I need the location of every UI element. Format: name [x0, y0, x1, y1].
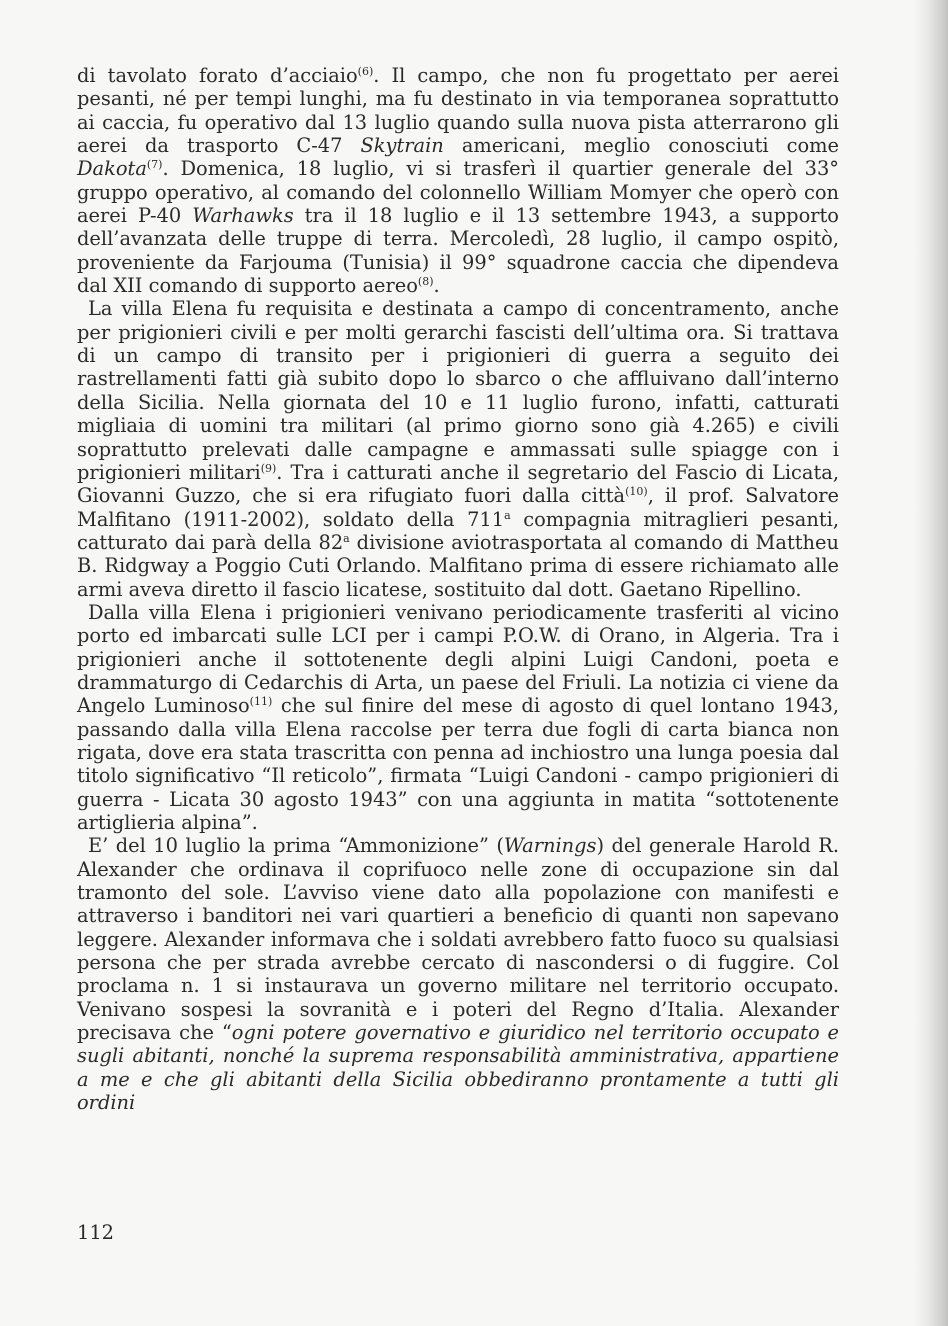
page-edge-shadow	[914, 0, 948, 1326]
footnote-ref: (11)	[249, 695, 273, 709]
text-run: compagnia mitraglieri pesanti, catturato dai parà della 82	[77, 507, 839, 554]
text-run: tra il 18 luglio e il 13 settembre 1943, a supporto dell’avanzata delle truppe di terra. Mercoledì, 28 luglio, il campo ospitò, proveniente da Farjouma (Tunisia) il 99° squadrone caccia che dipendeva dal XII comando di supporto aereo	[77, 204, 839, 298]
footnote-ref: (9)	[260, 461, 277, 475]
footnote-ref: a	[343, 531, 350, 545]
italic-text: Warhawks	[192, 204, 294, 228]
paragraph	[77, 601, 839, 834]
text-run: di tavolato forato d’acciaio	[77, 64, 358, 87]
paragraph	[77, 834, 839, 1114]
footnote-ref: a	[504, 508, 511, 522]
text-run: ) del generale Harold R. Alexander che ordinava il coprifuoco nelle zone di occupazione sin dal tramonto del sole. L’avviso viene dato alla popolazione con manifesti e attraverso i banditori nei vari quartieri a beneficio di quanti non sapevano leggere. Alexander informava che i soldati avrebbero fatto fuoco su qualsiasi persona che per strada avrebbe cercato di nascondersi o di fuggire. Col proclama n. 1 si instaurava un governo militare nel territorio occupato. Venivano sospesi la sovranità e i poteri del Regno d’Italia. Alexander precisava che “	[77, 834, 839, 1045]
text-run: .	[433, 274, 440, 298]
footnote-ref: (6)	[357, 65, 374, 78]
text-run: che sul finire del mese di agosto di quel lontano 1943, passando dalla villa Elena raccolse per terra due fogli di carta bianca non rigata, dove era stata trascritta con penna ad inchiostro una lunga poesia dal titolo significativo “Il reticolo”, firmata “Luigi Candoni - campo prigionieri di guerra - Licata 30 agosto 1943” con una aggiunta in matita “sottotenente artiglieria alpina”.	[77, 694, 839, 834]
footnote-ref: (10)	[625, 485, 648, 499]
text-run: americani, meglio conosciuti come	[443, 134, 839, 158]
text-run: . Il campo, che non fu progettato per aerei pesanti, né per tempi lunghi, ma fu destinato in via temporanea soprattutto ai caccia, fu operativo dal 13 luglio quando sulla nuova pista atterrarono gli aerei da trasporto C-47	[77, 64, 839, 158]
text-run: Dalla villa Elena i prigionieri venivano periodicamente trasferiti al vicino porto ed imbarcati sulle LCI per i campi P.O.W. di Orano, in Algeria. Tra i prigionieri anche il sottotenente degli alpini Luigi Candoni, poeta e drammaturgo di Cedarchis di Arta, un paese del Friuli. La notizia ci viene da Angelo Luminoso	[77, 600, 839, 718]
footnote-ref: (7)	[146, 158, 163, 172]
body-text	[77, 64, 839, 1114]
paragraph	[77, 64, 839, 297]
italic-text: ogni potere governativo e giuridico nel territorio occupato e sugli abitanti, nonché la suprema responsabilità amministrativa, appartiene a me e che gli abitanti della Sicilia obbediranno prontamente a tutti gli ordini	[77, 1021, 839, 1115]
text-run: . Tra i catturati anche il segretario del Fascio di Licata, Giovanni Guzzo, che si era rifugiato fuori dalla città	[77, 460, 839, 508]
italic-text: Dakota	[77, 157, 147, 181]
paragraph	[77, 297, 839, 600]
page-number: 112	[77, 1221, 115, 1244]
text-run: , il prof. Salvatore Malfitano (1911-2002), soldato della 711	[77, 484, 839, 531]
italic-text: Skytrain	[360, 134, 444, 158]
text-run: divisione aviotrasportata al comando di Mattheu B. Ridgway a Poggio Cuti Orlando. Malfitano prima di essere richiamato alle armi aveva diretto il fascio licatese, sostituito dal dott. Gaetano Ripellino.	[77, 530, 839, 601]
italic-text: Warnings	[503, 834, 597, 858]
text-run: . Domenica, 18 luglio, vi si trasferì il quartier generale del 33° gruppo operativo, al comando del colonnello William Momyer che operò con aerei P-40	[77, 157, 839, 228]
text-run: La villa Elena fu requisita e destinata a campo di concentramento, anche per prigionieri civili e per molti gerarchi fascisti dell’ultima ora. Si trattava di un campo di transito per i prigionieri di guerra a seguito dei rastrellamenti fatti già subito dopo lo sbarco o che affluivano dall’interno della Sicilia. Nella giornata del 10 e 11 luglio furono, infatti, catturati migliaia di uomini tra militari (al primo giorno sono già 4.265) e civili soprattutto prelevati dalle campagne e ammassati sulle spiagge con i prigionieri militari	[77, 297, 839, 484]
text-run: E’ del 10 luglio la prima “Ammonizione” (	[88, 834, 504, 858]
footnote-ref: (8)	[417, 275, 434, 289]
